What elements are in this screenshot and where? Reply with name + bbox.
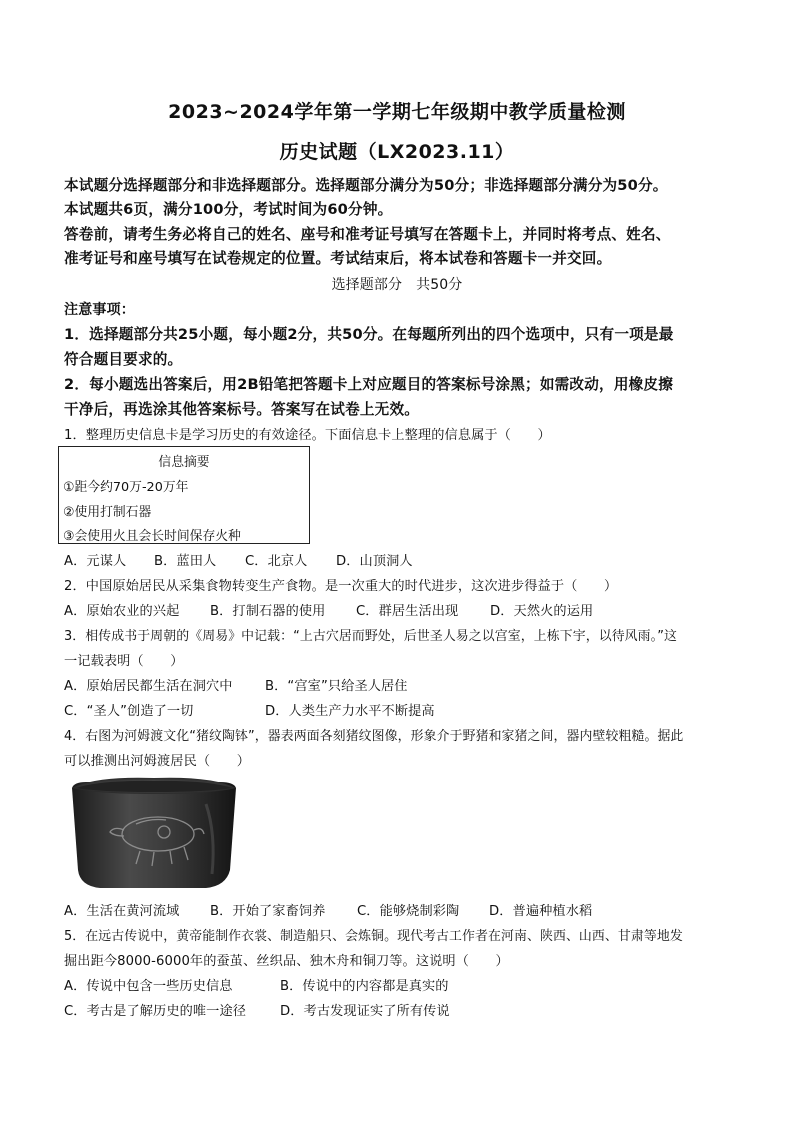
- exam-subtitle: 历史试题（LX2023.11）: [279, 141, 515, 163]
- note-line-1: 1．选择题部分共25小题，每小题2分，共50分。在每题所列出的四个选项中，只有一项是最: [64, 326, 674, 343]
- intro-line-1: 本试题分选择题部分和非选择题部分。选择题部分满分为50分；非选择题部分满分为50分。: [64, 177, 668, 194]
- q5-stem-line-1: 5．在远古传说中，黄帝能制作衣裳、制造船只、会炼铜。现代考古工作者在河南、陕西、山西、甘肃等地发: [64, 929, 683, 944]
- note-line-2: 符合题目要求的。: [64, 351, 183, 368]
- q4-option-b[interactable]: B．开始了家畜饲养: [210, 904, 326, 919]
- q1-stem: 1．整理历史信息卡是学习历史的有效途径。下面信息卡上整理的信息属于（ ）: [64, 428, 551, 443]
- q5-option-a[interactable]: A．传说中包含一些历史信息: [64, 979, 233, 994]
- q5-option-d[interactable]: D．考古发现证实了所有传说: [280, 1004, 450, 1019]
- q3-option-a[interactable]: A．原始居民都生活在洞穴中: [64, 679, 233, 694]
- q4-option-d[interactable]: D．普遍种植水稻: [489, 904, 593, 919]
- q5-option-c[interactable]: C．考古是了解历史的唯一途径: [64, 1004, 247, 1019]
- info-card-title: 信息摘要: [158, 455, 210, 470]
- intro-line-2: 本试题共6页，满分100分，考试时间为60分钟。: [64, 201, 393, 218]
- q2-option-d[interactable]: D．天然火的运用: [490, 604, 594, 619]
- q3-stem-line-2: 一记载表明（ ）: [64, 654, 184, 669]
- q4-option-c[interactable]: C．能够烧制彩陶: [357, 904, 460, 919]
- info-card: [58, 446, 310, 544]
- q1-option-a[interactable]: A．元谋人: [64, 554, 127, 569]
- note-line-3: 2．每小题选出答案后，用2B铅笔把答题卡上对应题目的答案标号涂黑；如需改动，用橡皮擦: [64, 376, 673, 393]
- info-card-item-3: ③会使用火且会长时间保存火种: [63, 529, 241, 544]
- q3-option-c[interactable]: C．“圣人”创造了一切: [64, 704, 194, 719]
- q5-option-b[interactable]: B．传说中的内容都是真实的: [280, 979, 449, 994]
- q4-option-a[interactable]: A．生活在黄河流域: [64, 904, 180, 919]
- q2-option-b[interactable]: B．打制石器的使用: [210, 604, 326, 619]
- q2-option-c[interactable]: C．群居生活出现: [356, 604, 459, 619]
- intro-line-4: 准考证号和座号填写在试卷规定的位置。考试结束后，将本试卷和答题卡一并交回。: [64, 250, 612, 267]
- note-line-4: 干净后，再选涂其他答案标号。答案写在试卷上无效。: [64, 401, 420, 418]
- notes-label: 注意事项：: [64, 302, 135, 318]
- q1-option-c[interactable]: C．北京人: [245, 554, 308, 569]
- intro-line-3: 答卷前，请考生务必将自己的姓名、座号和准考证号填写在答题卡上，并同时将考点、姓名、: [64, 226, 671, 243]
- pottery-bowl-icon: [66, 774, 240, 892]
- q4-stem-line-2: 可以推测出河姆渡居民（ ）: [64, 754, 251, 769]
- q1-option-d[interactable]: D．山顶洞人: [336, 554, 413, 569]
- q4-stem-line-1: 4．右图为河姆渡文化“猪纹陶钵”，器表两面各刻猪纹图像，形象介于野猪和家猪之间，器内壁较粗糙。据此: [64, 729, 684, 744]
- q2-stem: 2．中国原始居民从采集食物转变生产食物。是一次重大的时代进步，这次进步得益于（ ）: [64, 579, 618, 594]
- q3-option-d[interactable]: D．人类生产力水平不断提高: [265, 704, 435, 719]
- q3-option-b[interactable]: B．“宫室”只给圣人居住: [265, 679, 408, 694]
- exam-title: 2023~2024学年第一学期七年级期中教学质量检测: [168, 101, 626, 123]
- info-card-item-1: ①距今约70万-20万年: [63, 480, 189, 495]
- section-heading: 选择题部分 共50分: [331, 277, 463, 293]
- pottery-bowl-image: [66, 774, 240, 892]
- q3-stem-line-1: 3．相传成书于周朝的《周易》中记载：“上古穴居而野处，后世圣人易之以宫室，上栋下宇，以待风雨。”这: [64, 629, 677, 644]
- q5-stem-line-2: 掘出距今8000-6000年的蚕茧、丝织品、独木舟和铜刀等。这说明（ ）: [64, 954, 509, 969]
- q2-option-a[interactable]: A．原始农业的兴起: [64, 604, 180, 619]
- info-card-item-2: ②使用打制石器: [63, 505, 152, 520]
- q1-option-b[interactable]: B．蓝田人: [154, 554, 217, 569]
